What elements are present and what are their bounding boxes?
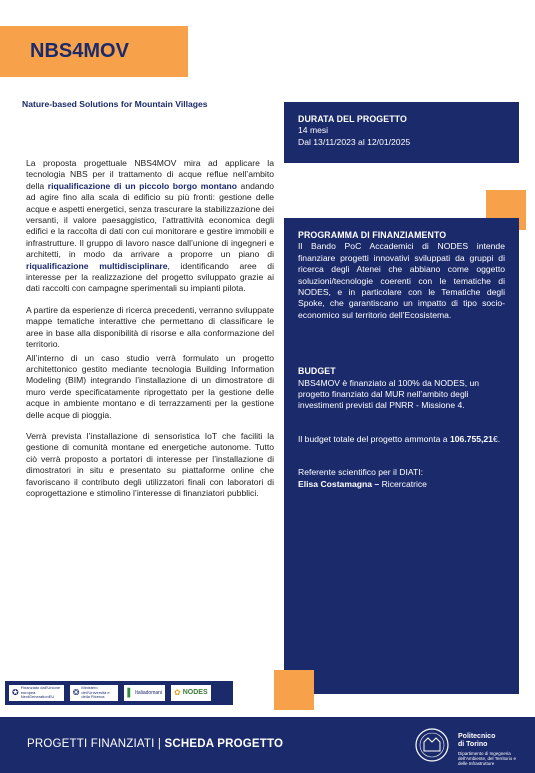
nodes-logo-text: NODES — [182, 688, 208, 696]
footer-left: PROGETTI FINANZIATI | — [27, 738, 165, 750]
italy-flag-icon: ▌ — [127, 687, 134, 697]
title-bar — [0, 26, 188, 77]
polito-logo — [414, 727, 524, 767]
description-body — [26, 158, 274, 509]
budget-heading: BUDGET — [298, 366, 336, 377]
orange-accent-square-bottom — [274, 670, 314, 710]
eu-logo — [9, 685, 64, 701]
polito-dept: Dipartimento di Ingegneria dell’Ambiente, del Territorio e delle Infrastrutture — [458, 751, 516, 767]
p1-highlight-1: riqualificazione di un piccolo borgo montano — [47, 180, 237, 191]
eu-flag-icon: ✪ — [12, 687, 19, 697]
referent-name: Elisa Costamagna – — [298, 478, 380, 489]
paragraph-3: All’interno di un caso studio verrà formulato un progetto architettonico gestito mediante tecnologia Building Information Modeling (BIM) integrando l’installazione di un dimostratore di muro verde specificatamente riprogettato per la gestione delle acque in ambiente montano e di terrazzamenti per la gestione delle acque di pioggia. — [26, 352, 274, 420]
duration-months: 14 mesi — [298, 125, 329, 136]
duration-dates: Dal 13/11/2023 al 12/01/2025 — [298, 136, 411, 147]
p1-text-e: , identificando aree di interesse per la realizzazione del progetto sviluppato grazie ai dati raccolti con campagne sperimentali su impianti pilota. — [26, 260, 274, 294]
budget-total-label: Il budget totale del progetto ammonta a — [298, 433, 450, 444]
referent-label: Referente scientifico per il DIATI: — [298, 467, 423, 478]
funding-box — [284, 218, 519, 694]
referent-role: Ricercatrice — [379, 478, 427, 489]
polito-seal-icon — [414, 727, 450, 763]
duration-heading: DURATA DEL PROGETTO — [298, 114, 407, 124]
polito-name-1: Politecnico — [458, 733, 496, 740]
referent — [298, 479, 505, 490]
budget-total-amount: 106.755,21 — [449, 433, 493, 444]
funding-heading: PROGRAMMA DI FINANZIAMENTO — [298, 230, 447, 240]
footer-bar — [0, 717, 535, 773]
budget-text-1: NBS4MOV è finanziato al 100% da NODES, un progetto finanziato dal MUR nell’ambito degli investimenti previsti dal PNRR - Missione 4. — [298, 377, 480, 411]
paragraph-1 — [26, 158, 274, 295]
footer-right: SCHEDA PROGETTO — [164, 738, 284, 750]
page-title: NBS4MOV — [30, 40, 129, 62]
paragraph-2: A partire da esperienze di ricerca precedenti, verranno sviluppate mappe tematiche interattive che permettano di classificare le aree in base alla disponibilità di risorse e alla conformazione del territorio. — [26, 304, 274, 350]
p1-text-c: andando ad agire fino alla scala di edificio su più fronti: gestione delle acque e aspetti energetici, senza trascurare la stabilizzazione dei versanti, il valore paesaggistico, l’attrattività economica degli edifici e la raccolta di dati con cui monitorare e gestire immobili e infrastrutture. Il gruppo di lavoro nasce dall’unione di ingegneri e architetti, in modo da arrivare a proporre un piano di — [26, 180, 275, 260]
nodes-leaf-icon: ✿ — [174, 687, 181, 697]
sponsor-logo-strip — [5, 681, 233, 705]
mur-logo-text: Ministero dell’Università e della Ricerca — [81, 685, 110, 700]
paragraph-4: Verrà prevista l’installazione di sensoristica IoT che faciliti la gestione di comunità montane ed energetiche autonome. Tutto ciò verrà proposto a portatori di interesse per l’installazione di dimostratori in situ e presentato su piattaforme online che favoriscano il contributo degli utilizzatori finali con laboratori di coprogettazione e stimolino l’interesse di finanziatori pubblici. — [26, 430, 274, 498]
italiadomani-logo — [124, 685, 165, 701]
funding-text: Il Bando PoC Accademici di NODES intende finanziare progetti innovativi sviluppati da gruppi di ricerca degli Atenei che abbiano come oggetto soluzioni/tecnologie coerenti con le tematiche di NODES, e in particolare con le Tematiche degli Spoke, che garantiscano un impatto di tipo socio-economico sul territorio dell’Ecosistema. — [298, 241, 505, 320]
nodes-logo — [171, 685, 211, 701]
italia-logo-text: Italiadomani — [135, 689, 163, 696]
budget-total — [298, 434, 505, 445]
polito-name-2: di Torino — [458, 741, 488, 748]
p1-text-a: La proposta progettuale NBS4MOV mira ad applicare la tecnologia NBS per il trattamento di acque reflue nell’ambito della — [26, 158, 274, 191]
project-subtitle: Nature-based Solutions for Mountain Villages — [22, 99, 208, 109]
polito-name — [458, 733, 495, 749]
duration-box — [284, 102, 519, 163]
eu-logo-text: Finanziato dall’Unione europea NextGenerationEU — [20, 685, 61, 700]
footer-text — [27, 738, 283, 750]
mur-logo — [70, 685, 119, 701]
emblem-icon: ❂ — [72, 687, 80, 697]
budget-total-currency: €. — [492, 433, 501, 444]
p1-highlight-2: riqualificazione multidisciplinare — [26, 260, 168, 271]
